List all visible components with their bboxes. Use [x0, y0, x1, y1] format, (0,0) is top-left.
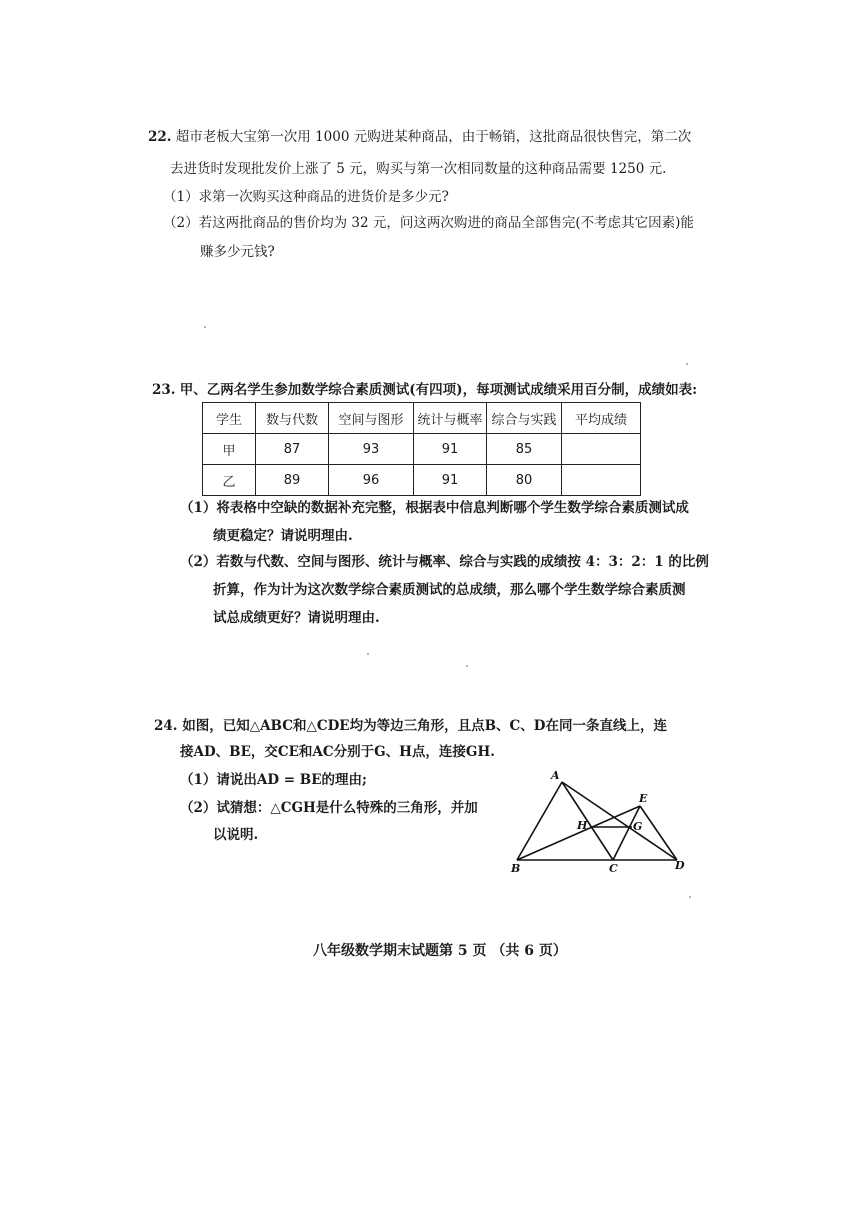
segment-be [517, 806, 643, 860]
q23-part2-line2: 折算，作为计为这次数学综合素质测试的总成绩，那么哪个学生数学综合素质测 [213, 582, 686, 598]
q24-line1-wrap [154, 717, 667, 735]
header-number-algebra: 数与代数 [256, 403, 329, 434]
label-c: C [609, 862, 618, 875]
scan-speck [204, 326, 206, 328]
label-b: B [511, 862, 521, 875]
q24-part1: （1）请说出AD = BE的理由; [180, 772, 367, 788]
q22-part1: （1）求第一次购买这种商品的进货价是多少元? [163, 189, 449, 205]
table-cell: 80 [487, 465, 562, 496]
table-row [203, 434, 641, 465]
scan-speck [686, 363, 688, 365]
table-cell: 93 [329, 434, 414, 465]
scan-speck [466, 665, 468, 667]
table-row [203, 465, 641, 496]
table-header-row [203, 403, 641, 434]
q24-text-line1: 如图，已知△ABC和△CDE均为等边三角形，且点B、C、D在同一条直线上，连 [182, 718, 667, 734]
q23-intro: 甲、乙两名学生参加数学综合素质测试(有四项)，每项测试成绩采用百分制，成绩如表: [179, 382, 698, 398]
table-cell: 甲 [203, 434, 256, 465]
header-average: 平均成绩 [562, 403, 641, 434]
label-e: E [639, 792, 648, 805]
header-practice: 综合与实践 [487, 403, 562, 434]
q23-part1-line2: 绩更稳定？请说明理由. [213, 528, 353, 544]
q23-number: 23. [152, 382, 176, 398]
q22-part2-line2: 赚多少元钱? [200, 244, 275, 260]
page-footer: 八年级数学期末试题第 5 页 （共 6 页） [313, 943, 567, 959]
q23-part1-line1: （1）将表格中空缺的数据补充完整，根据表中信息判断哪个学生数学综合素质测试成 [180, 500, 689, 516]
q23-part2-line3: 试总成绩更好？请说明理由. [213, 610, 380, 626]
table-cell-empty [562, 434, 641, 465]
table-cell: 96 [329, 465, 414, 496]
label-d: D [675, 859, 685, 872]
header-statistics: 统计与概率 [414, 403, 487, 434]
table-cell: 91 [414, 465, 487, 496]
q22-text-line2: 去进货时发现批发价上涨了 5 元，购买与第一次相同数量的这种商品需要 1250 元. [170, 161, 667, 177]
table-cell: 91 [414, 434, 487, 465]
q22-line1 [148, 128, 691, 146]
segment-ab [517, 782, 562, 860]
segment-ed [640, 806, 677, 860]
header-space-shape: 空间与图形 [329, 403, 414, 434]
triangle-figure [505, 768, 690, 878]
q24-part2-line2: 以说明. [213, 827, 259, 843]
scores-table [202, 402, 641, 496]
table-cell: 87 [256, 434, 329, 465]
label-a: A [551, 769, 560, 782]
q24-number: 24. [154, 718, 178, 734]
q23-intro-line [152, 381, 697, 399]
q23-part2-line1: （2）若数与代数、空间与图形、统计与概率、综合与实践的成绩按 4：3：2：1 的比例 [180, 554, 709, 570]
label-h: H [577, 819, 588, 832]
table-cell: 乙 [203, 465, 256, 496]
table-cell-empty [562, 465, 641, 496]
scan-speck [367, 653, 369, 655]
q24-part2-line1: （2）试猜想：△CGH是什么特殊的三角形，并加 [180, 800, 478, 816]
header-student: 学生 [203, 403, 256, 434]
table-cell: 85 [487, 434, 562, 465]
q22-part2-line1: （2）若这两批商品的售价均为 32 元，问这两次购进的商品全部售完(不考虑其它因素)能 [163, 215, 694, 231]
table-cell: 89 [256, 465, 329, 496]
q24-text-line2: 接AD、BE，交CE和AC分别于G、H点，连接GH. [180, 744, 495, 760]
label-g: G [633, 820, 643, 833]
scan-speck [689, 896, 691, 898]
q22-number: 22. [148, 129, 172, 145]
q22-text-line1: 超市老板大宝第一次用 1000 元购进某种商品，由于畅销，这批商品很快售完，第二次 [175, 129, 692, 145]
